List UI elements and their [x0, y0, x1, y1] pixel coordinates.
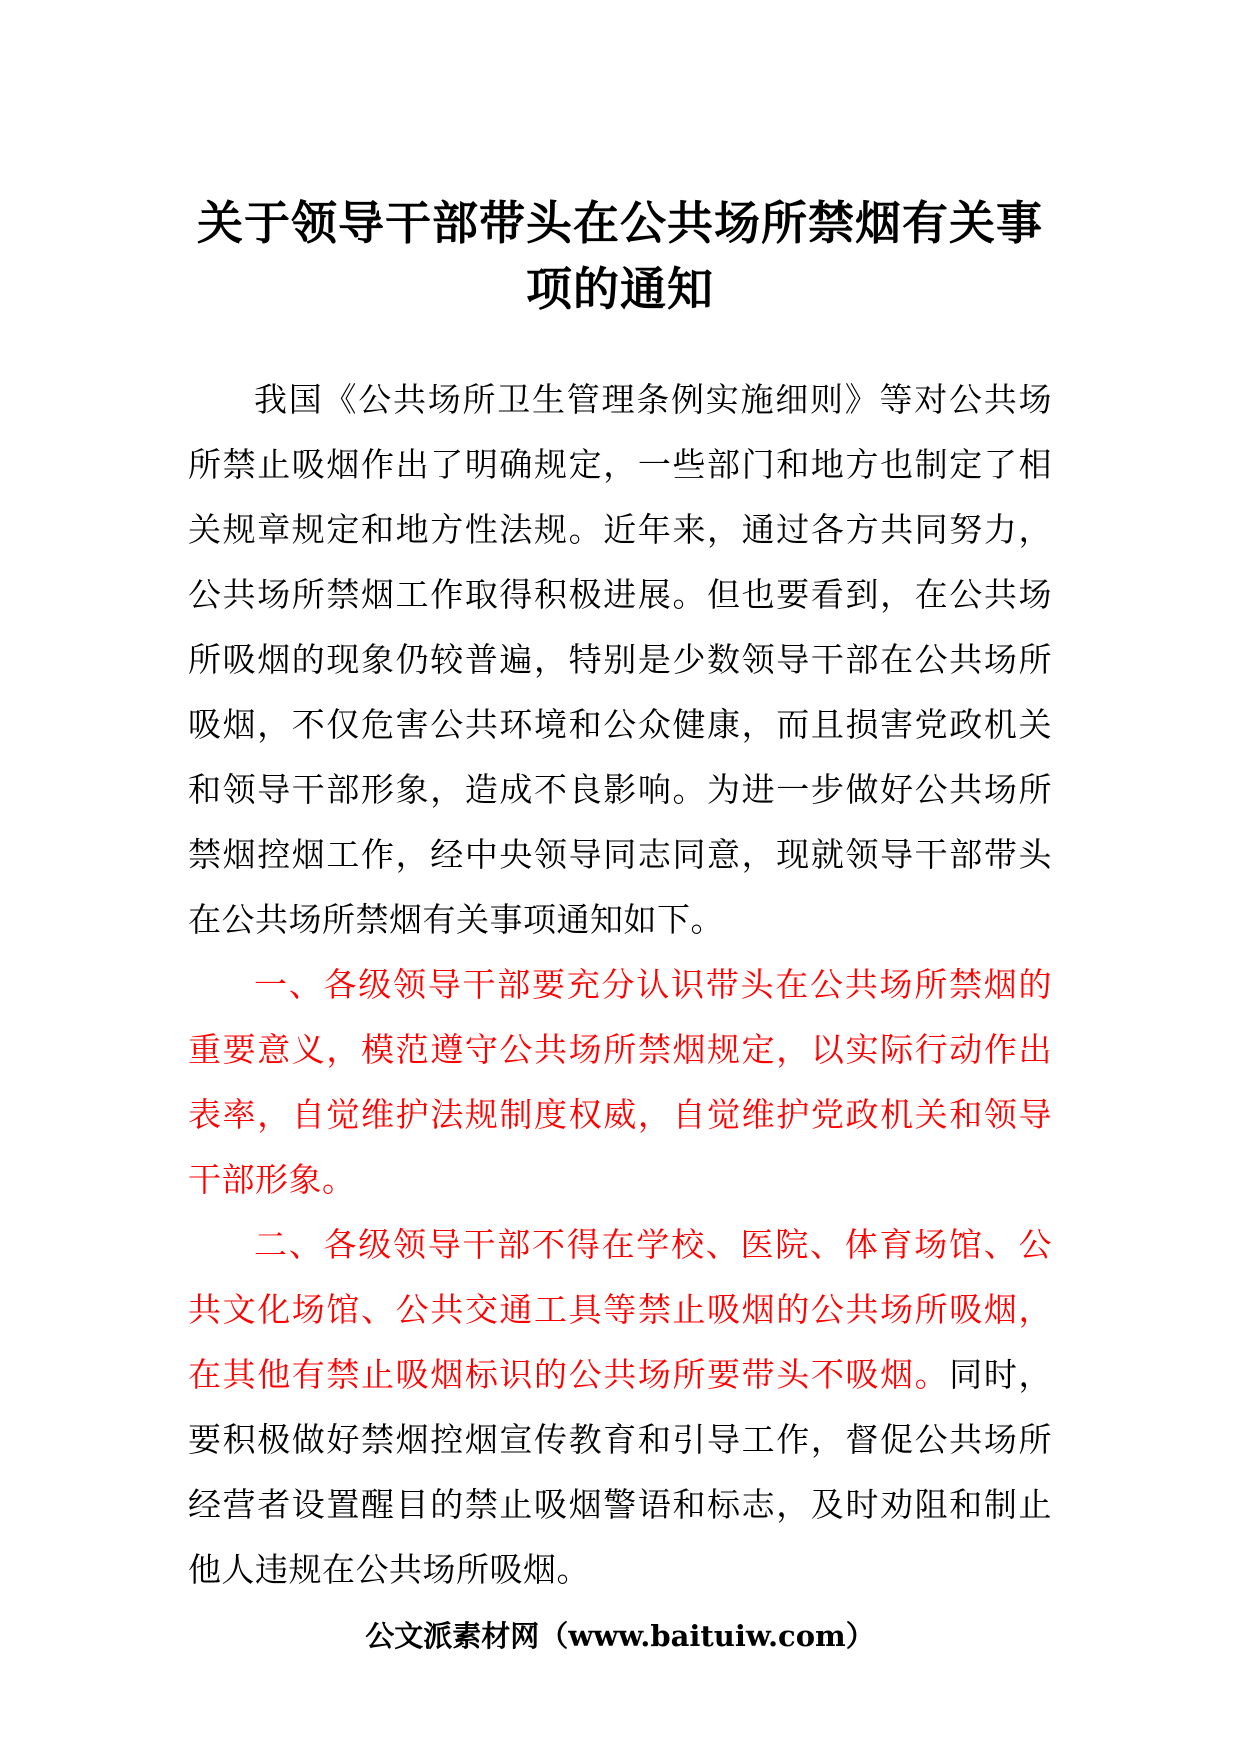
paragraph-intro: [188, 367, 1052, 952]
paragraph-item-two: [188, 1212, 1052, 1602]
item-one-highlight: 一、各级领导干部要充分认识带头在公共场所禁烟的重要意义，模范遵守公共场所禁烟规定，以实际行动作出表率，自觉维护法规制度权威，自觉维护党政机关和领导干部形象。: [188, 965, 1052, 1199]
paragraph-intro-text: 我国《公共场所卫生管理条例实施细则》等对公共场所禁止吸烟作出了明确规定，一些部门和地方也制定了相关规章规定和地方性法规。近年来，通过各方共同努力，公共场所禁烟工作取得积极进展。但也要看到，在公共场所吸烟的现象仍较普遍，特别是少数领导干部在公共场所吸烟，不仅危害公共环境和公众健康，而且损害党政机关和领导干部形象，造成不良影响。为进一步做好公共场所禁烟控烟工作，经中央领导同志同意，现就领导干部带头在公共场所禁烟有关事项通知如下。: [188, 380, 1052, 939]
document-body: [188, 367, 1052, 1602]
item-two-text: 同时，要积极做好禁烟控烟宣传教育和引导工作，督促公共场所经营者设置醒目的禁止吸烟警语和标志，及时劝阻和制止他人违规在公共场所吸烟。: [188, 1355, 1053, 1589]
item-two-highlight: 二、各级领导干部不得在学校、医院、体育场馆、公共文化场馆、公共交通工具等禁止吸烟的公共场所吸烟，在其他有禁止吸烟标识的公共场所要带头不吸烟。: [188, 1225, 1052, 1394]
paragraph-item-one: [188, 952, 1052, 1212]
document-title: 关于领导干部带头在公共场所禁烟有关事项的通知: [197, 196, 1043, 316]
source-footer: 公文派素材网（www.baituiw.com）: [365, 1619, 875, 1653]
